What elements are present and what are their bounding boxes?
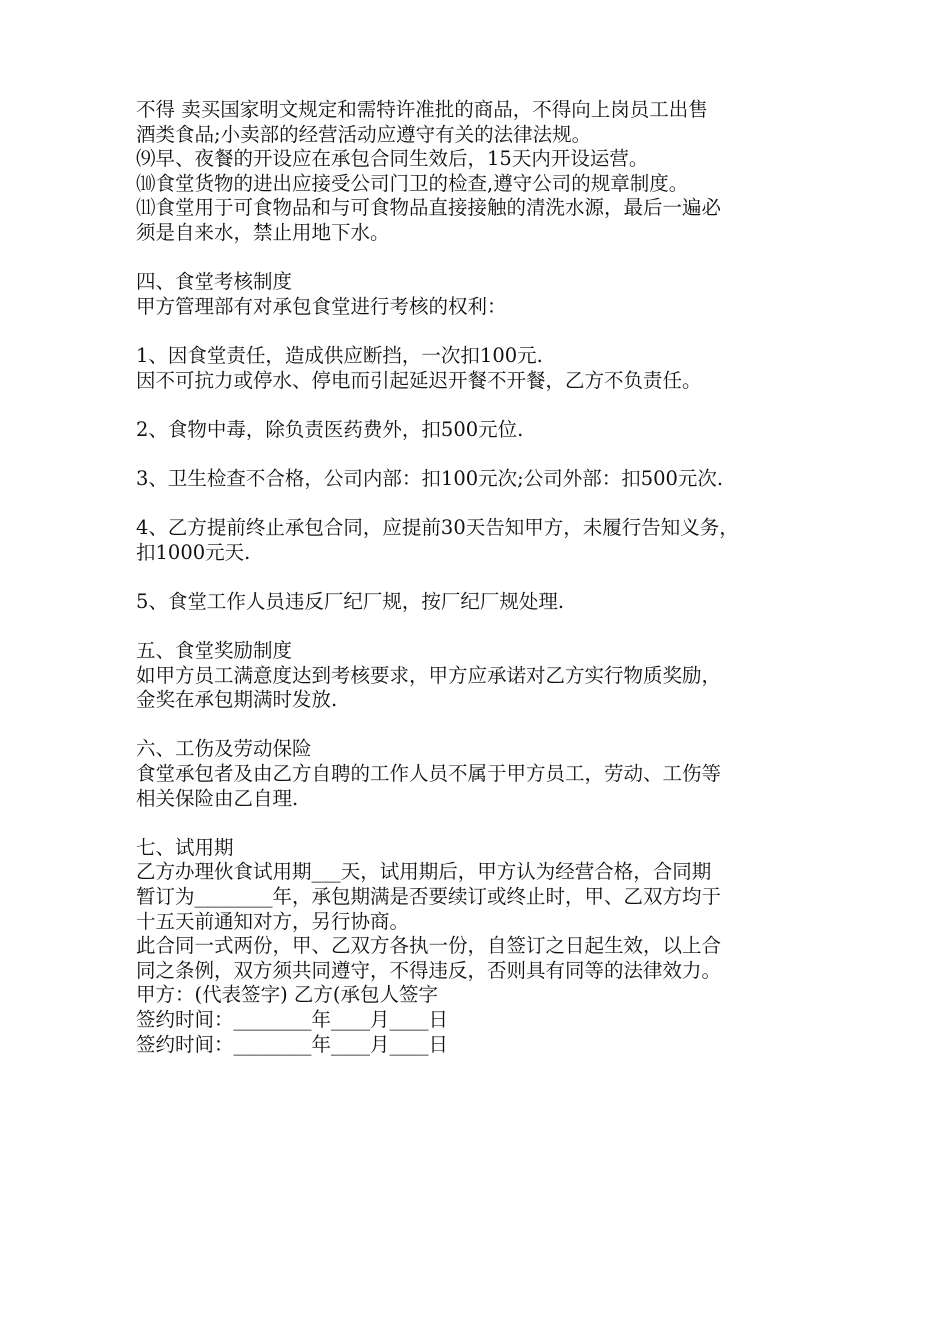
blank-line [136,713,826,738]
text-line: 须是自来水，禁止用地下水。 [136,220,390,244]
text-line: 金奖在承包期满时发放. [136,688,338,712]
text-line: 签约时间：________年____月____日 [136,1032,449,1056]
text-line: 签约时间：________年____月____日 [136,1007,449,1031]
text-line: 甲方管理部有对承包食堂进行考核的权利： [136,294,507,318]
text-line: 暂订为________年，承包期满是否要续订或终止时，甲、乙双方均于 [136,885,722,908]
text-line: 2、食物中毒，除负责医药费外，扣500元位. [136,417,524,441]
blank-line [136,246,826,271]
text-line: 乙方办理伙食试用期___天，试用期后，甲方认为经营合格，合同期 [136,860,712,884]
text-line: ⑽食堂货物的进出应接受公司门卫的检查,遵守公司的规章制度。 [136,171,689,195]
text-line: 四、食堂考核制度 [136,270,293,294]
text-line: 五、食堂奖励制度 [136,639,293,663]
blank-line [136,811,826,836]
text-line: 七、试用期 [136,835,234,859]
text-line: ⑼早、夜餐的开设应在承包合同生效后，15天内开设运营。 [136,147,649,171]
text-line: 此合同一式两份，甲、乙双方各执一份，自签订之日起生效，以上合 [136,934,722,958]
text-line: 十五天前通知对方，另行协商。 [136,909,410,933]
text-line: 六、工伤及劳动保险 [136,737,312,761]
text-line: ⑾食堂用于可食物品和与可食物品直接接触的清洗水源，最后一遍必 [136,196,722,220]
text-line: 不得 卖买国家明文规定和需特许准批的商品，不得向上岗员工出售 [136,98,708,121]
text-line: 扣1000元天. [136,540,251,564]
document-page [136,98,826,1057]
text-line: 如甲方员工满意度达到考核要求，甲方应承诺对乙方实行物质奖励， [136,663,722,687]
blank-line [136,492,826,517]
text-line: 3、卫生检查不合格，公司内部：扣100元次;公司外部：扣500元次. [136,466,724,490]
text-line: 食堂承包者及由乙方自聘的工作人员不属于甲方员工，劳动、工伤等 [136,762,722,786]
blank-line [136,565,826,590]
text-line: 因不可抗力或停水、停电而引起延迟开餐不开餐，乙方不负责任。 [136,368,702,392]
text-line: 同之条例，双方须共同遵守，不得违反，否则具有同等的法律效力。 [136,958,722,982]
text-line: 相关保险由乙自理. [136,786,299,810]
text-line: 1、因食堂责任，造成供应断挡，一次扣100元. [136,343,543,367]
text-line: 5、食堂工作人员违反厂纪厂规，按厂纪厂规处理. [136,589,565,613]
text-line: 4、乙方提前终止承包合同，应提前30天告知甲方，未履行告知义务， [136,516,739,540]
blank-line [136,442,826,467]
blank-line [136,614,826,639]
blank-line [136,393,826,418]
blank-line [136,319,826,344]
text-line: 甲方：(代表签字) 乙方(承包人签字 [136,983,439,1007]
text-line: 酒类食品;小卖部的经营活动应遵守有关的法律法规。 [136,122,592,146]
